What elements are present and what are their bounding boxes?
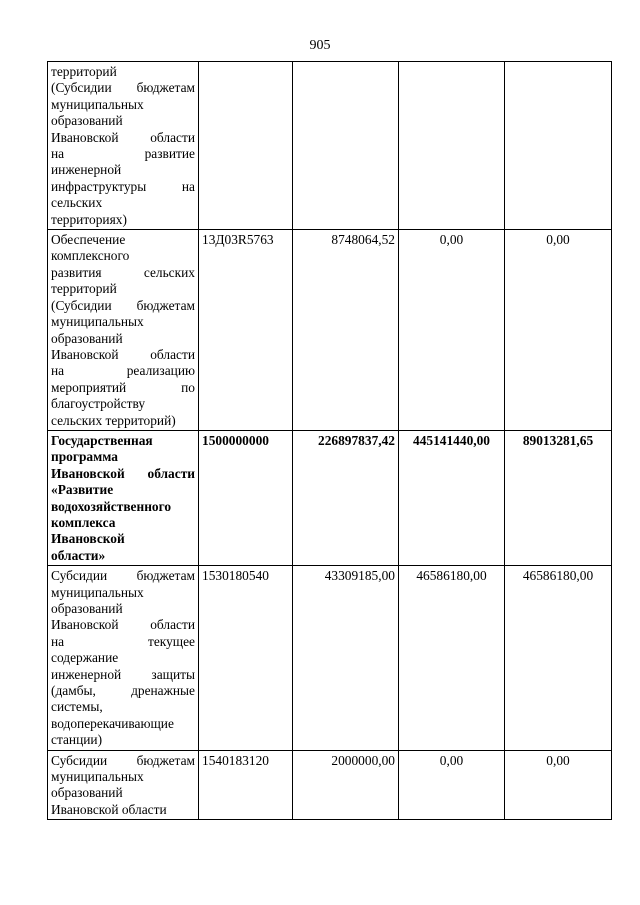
name-line: Ивановской	[51, 531, 125, 547]
cell-amount-2: 46586180,00	[399, 566, 505, 750]
cell-program-name	[48, 566, 199, 750]
cell-target-code: 1530180540	[199, 566, 293, 750]
name-line: «Развитие	[51, 482, 114, 498]
name-line: Субсидии бюджетам	[51, 752, 195, 768]
cell-program-name	[48, 230, 199, 431]
name-line: мероприятий по	[51, 379, 195, 395]
name-line: Государственная	[51, 432, 153, 448]
name-line: на развитие	[51, 146, 195, 162]
cell-amount-2: 445141440,00	[399, 430, 505, 565]
cell-target-code: 1540183120	[199, 750, 293, 820]
name-line: развития сельских	[51, 264, 195, 280]
name-line: (Субсидии бюджетам	[51, 80, 195, 96]
name-line: области»	[51, 547, 106, 563]
name-line: водохозяйственного	[51, 498, 172, 514]
cell-amount-2	[399, 62, 505, 230]
name-line: Ивановской области	[51, 801, 167, 817]
page-number: 905	[309, 38, 331, 53]
name-line: образований	[51, 113, 123, 129]
cell-amount-3: 0,00	[505, 230, 612, 431]
name-line: Ивановской области	[51, 129, 195, 145]
name-line: образований	[51, 330, 123, 346]
cell-amount-1: 226897837,42	[293, 430, 399, 565]
name-line: муниципальных	[51, 314, 144, 330]
name-line: на текущее	[51, 633, 195, 649]
table-row	[48, 750, 612, 820]
name-line: водоперекачивающие	[51, 715, 174, 731]
cell-amount-1	[293, 62, 399, 230]
name-line: Субсидии бюджетам	[51, 568, 195, 584]
cell-program-name	[48, 430, 199, 565]
name-line: муниципальных	[51, 769, 144, 785]
budget-table	[47, 61, 612, 820]
name-line: образований	[51, 601, 123, 616]
name-line: Ивановской области	[51, 346, 195, 362]
name-line: инженерной	[51, 162, 122, 178]
table-row	[48, 566, 612, 750]
budget-table-body	[48, 62, 612, 820]
name-line: образований	[51, 785, 123, 801]
name-line: содержание	[51, 650, 119, 666]
table-row	[48, 430, 612, 565]
name-line: сельских территорий)	[51, 412, 176, 428]
cell-program-name	[48, 750, 199, 820]
name-line: благоустройству	[51, 396, 146, 412]
name-line: территорий	[51, 64, 117, 79]
name-line: сельских	[51, 195, 103, 211]
cell-amount-1: 2000000,00	[293, 750, 399, 820]
name-line: Ивановской области	[51, 465, 195, 481]
name-line: системы,	[51, 699, 103, 715]
name-line: территорий	[51, 281, 117, 297]
cell-amount-1: 8748064,52	[293, 230, 399, 431]
name-line: инженерной защиты	[51, 666, 195, 682]
name-line: станции)	[51, 732, 103, 748]
name-line: (Субсидии бюджетам	[51, 297, 195, 313]
name-line: территориях)	[51, 211, 127, 227]
name-line: на реализацию	[51, 363, 195, 379]
name-line: комплексного	[51, 248, 130, 264]
cell-amount-1: 43309185,00	[293, 566, 399, 750]
name-line: Обеспечение	[51, 232, 126, 248]
table-row	[48, 62, 612, 230]
name-line: комплекса	[51, 514, 116, 530]
name-line: Ивановской области	[51, 617, 195, 633]
cell-amount-3	[505, 62, 612, 230]
cell-amount-3: 46586180,00	[505, 566, 612, 750]
cell-target-code: 13Д03R5763	[199, 230, 293, 431]
name-line: муниципальных	[51, 96, 144, 112]
name-line: инфраструктуры на	[51, 178, 195, 194]
name-line: (дамбы, дренажные	[51, 683, 195, 699]
cell-amount-2: 0,00	[399, 750, 505, 820]
cell-amount-2: 0,00	[399, 230, 505, 431]
cell-amount-3: 89013281,65	[505, 430, 612, 565]
name-line: муниципальных	[51, 584, 144, 600]
table-row	[48, 230, 612, 431]
cell-target-code	[199, 62, 293, 230]
cell-target-code: 1500000000	[199, 430, 293, 565]
name-line: программа	[51, 449, 118, 465]
cell-amount-3: 0,00	[505, 750, 612, 820]
cell-program-name	[48, 62, 199, 230]
